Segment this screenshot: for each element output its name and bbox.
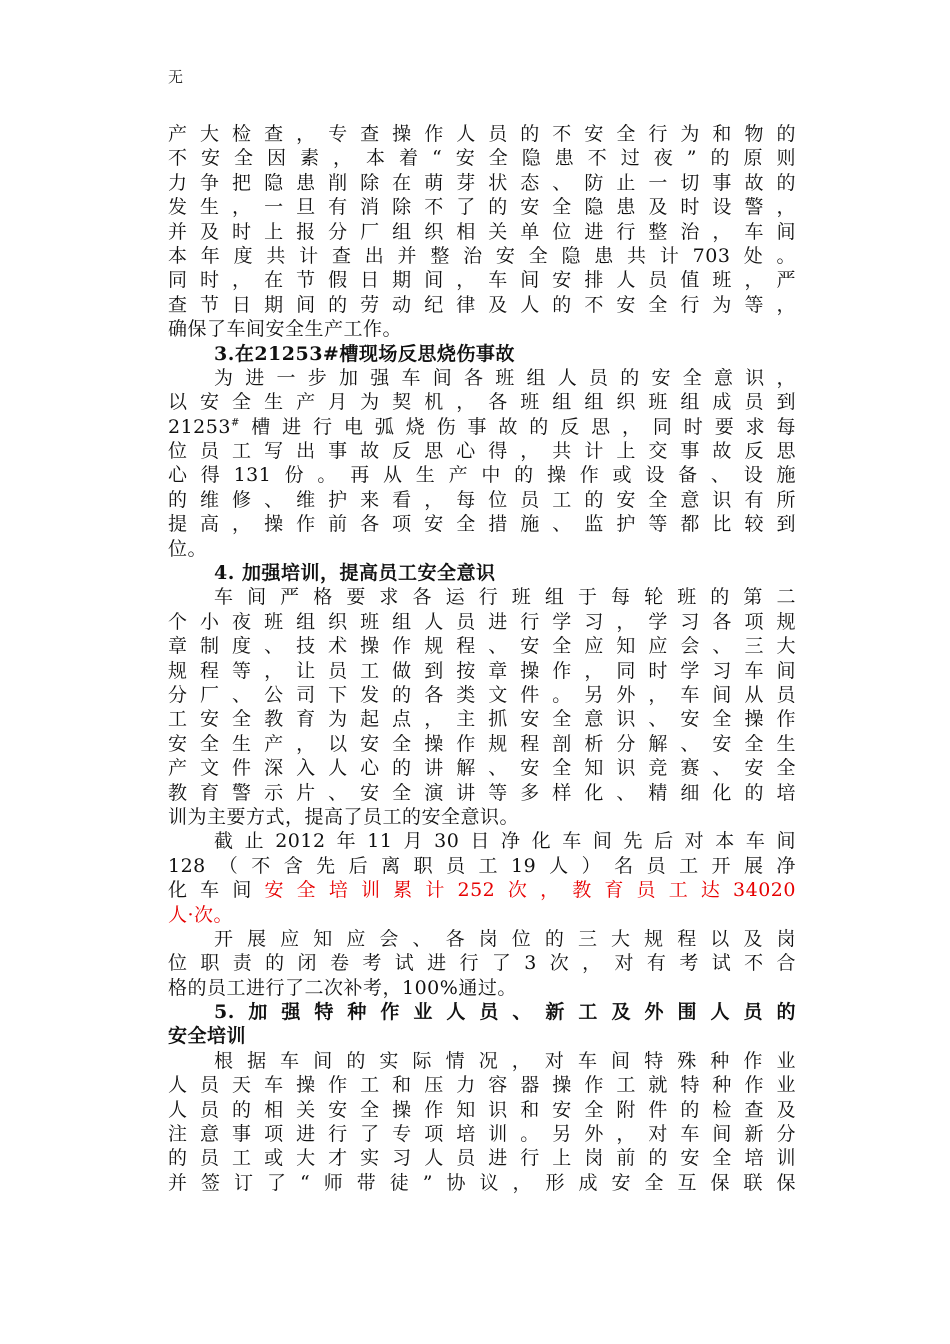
document-body xyxy=(168,122,796,1195)
paragraph-line: 车间严格要求各运行班组于每轮班的第二 xyxy=(214,586,796,609)
section-heading: 3.在21253#槽现场反思烧伤事故 xyxy=(214,342,515,365)
tank-number: 21253 xyxy=(168,415,231,438)
paragraph-line: 规程等，让员工做到按章操作，同时学习车间 xyxy=(168,659,796,682)
paragraph-line: 同时，在节假日期间，车间安排人员值班，严 xyxy=(168,269,796,292)
paragraph-line: 人员天车操作工和压力容器操作工就特种作业 xyxy=(168,1074,796,1097)
paragraph-line: 人员的相关安全操作知识和安全附件的检查及 xyxy=(168,1098,796,1121)
paragraph-line: 章制度、技术操作规程、安全应知应会、三大 xyxy=(168,635,796,658)
paragraph-line: 教育警示片、安全演讲等多样化、精细化的培 xyxy=(168,781,796,804)
section-heading: 4. 加强培训，提高员工安全意识 xyxy=(214,562,496,585)
section-heading: 5.加强特种作业人员、新工及外围人员的 xyxy=(214,1001,796,1024)
highlighted-text: 安全培训累计252次，教育员工达34020 xyxy=(264,879,796,902)
paragraph-line: 位员工写出事故反思心得，共计上交事故反思 xyxy=(168,440,796,463)
paragraph-line: 格的员工进行了二次补考，100%通过。 xyxy=(168,976,517,999)
paragraph-line: 产文件深入人心的讲解、安全知识竞赛、安全 xyxy=(168,757,796,780)
paragraph-line xyxy=(168,415,796,439)
page-header: 无 xyxy=(168,68,184,86)
paragraph-line: 查节日期间的劳动纪律及人的不安全行为等， xyxy=(168,293,796,316)
paragraph-line: 为进一步加强车间各班组人员的安全意识， xyxy=(214,366,796,389)
paragraph-line: 力争把隐患削除在萌芽状态、防止一切事故的 xyxy=(168,171,796,194)
paragraph-line: 提高，操作前各项安全措施、监护等都比较到 xyxy=(168,513,796,536)
paragraph-line: 分厂、公司下发的各类文件。另外，车间从员 xyxy=(168,683,796,706)
paragraph-line: 并签订了“师带徒”协议，形成安全互保联保 xyxy=(168,1171,796,1194)
tank-mark: # xyxy=(230,417,240,429)
paragraph-line: 注意事项进行了专项培训。另外，对车间新分 xyxy=(168,1123,796,1146)
paragraph-line: 产大检查，专查操作人员的不安全行为和物的 xyxy=(168,123,796,145)
highlighted-line: 人·次。 xyxy=(168,903,234,926)
line-text: 槽进行电弧烧伤事故的反思，同时要求每 xyxy=(239,415,796,438)
paragraph-line: 训为主要方式，提高了员工的安全意识。 xyxy=(168,805,520,828)
paragraph-line: 以安全生产月为契机，各班组组织班组成员到 xyxy=(168,391,796,414)
paragraph-line: 的员工或大才实习人员进行上岗前的安全培训 xyxy=(168,1147,796,1170)
paragraph-line: 的维修、维护来看，每位员工的安全意识有所 xyxy=(168,488,796,511)
paragraph-line: 位职责的闭卷考试进行了3次，对有考试不合 xyxy=(168,952,796,975)
paragraph-line xyxy=(168,878,796,902)
paragraph-line: 安全生产，以安全操作规程剖析分解、安全生 xyxy=(168,732,796,755)
paragraph-line: 个小夜班组织班组人员进行学习，学习各项规 xyxy=(168,610,796,633)
paragraph-line: 不安全因素，本着“安全隐患不过夜”的原则 xyxy=(168,147,796,170)
line-text: 化车间 xyxy=(168,879,265,902)
paragraph-line: 位。 xyxy=(168,537,208,560)
paragraph-line: 发生，一旦有消除不了的安全隐患及时设警， xyxy=(168,196,796,219)
paragraph-line: 工安全教育为起点，主抓安全意识、安全操作 xyxy=(168,708,796,731)
paragraph-line: 根据车间的实际情况，对车间特殊种作业 xyxy=(214,1049,796,1072)
paragraph-line: 确保了车间安全生产工作。 xyxy=(168,318,403,341)
paragraph-line: 本年度共计查出并整治安全隐患共计703处。 xyxy=(168,244,796,267)
paragraph-line: 开展应知应会、各岗位的三大规程以及岗 xyxy=(214,927,796,950)
paragraph-line: 截止2012年11月30日净化车间先后对本车间 xyxy=(214,830,796,853)
paragraph-line: 并及时上报分厂组织相关单位进行整治，车间 xyxy=(168,220,796,243)
paragraph-line: 心得131份。再从生产中的操作或设备、设施 xyxy=(168,464,796,487)
paragraph-line: 128（不含先后离职员工19人）名员工开展净 xyxy=(168,854,796,877)
section-heading-cont: 安全培训 xyxy=(168,1025,247,1048)
